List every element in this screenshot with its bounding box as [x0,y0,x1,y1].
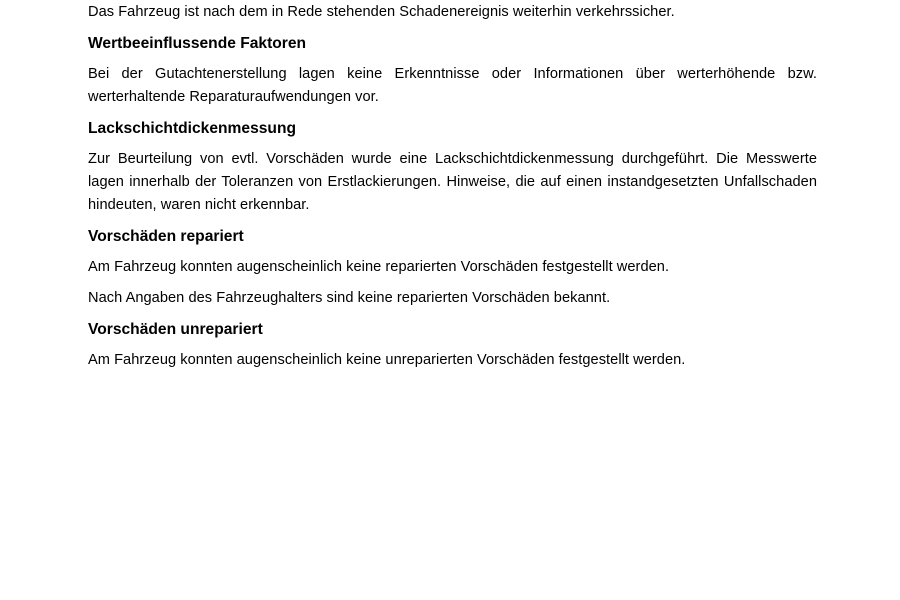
paragraph-vorschaeden-repariert-2: Nach Angaben des Fahrzeughalters sind keine reparierten Vorschäden bekannt. [88,290,611,306]
paragraph-lackschichtdickenmessung: Zur Beurteilung von evtl. Vorschäden wurde eine Lackschichtdickenmessung durchgeführt. Die Messwerte lagen innerhalb der Toleranzen von Erstlackierungen. Hinweise, die auf einen instandgesetzten Unfallschaden hindeuten, waren nicht erkennbar. [88,151,817,213]
section-heading-lackschichtdickenmessung: Lackschichtdickenmessung [88,120,296,137]
paragraph-wertbeeinflussende-faktoren: Bei der Gutachtenerstellung lagen keine Erkenntnisse oder Informationen über werterhöhende bzw. werterhaltende Reparaturaufwendungen vor. [88,66,817,105]
section-heading-wertbeeinflussende-faktoren: Wertbeeinflussende Faktoren [88,35,307,52]
intro-paragraph: Das Fahrzeug ist nach dem in Rede stehenden Schadenereignis weiterhin verkehrssicher. [88,4,675,20]
section-heading-vorschaeden-unrepariert: Vorschäden unrepariert [88,321,263,338]
paragraph-vorschaeden-unrepariert: Am Fahrzeug konnten augenscheinlich keine unreparierten Vorschäden festgestellt werden. [88,352,686,368]
section-heading-vorschaeden-repariert: Vorschäden repariert [88,228,244,245]
paragraph-vorschaeden-repariert-1: Am Fahrzeug konnten augenscheinlich keine reparierten Vorschäden festgestellt werden. [88,259,670,275]
